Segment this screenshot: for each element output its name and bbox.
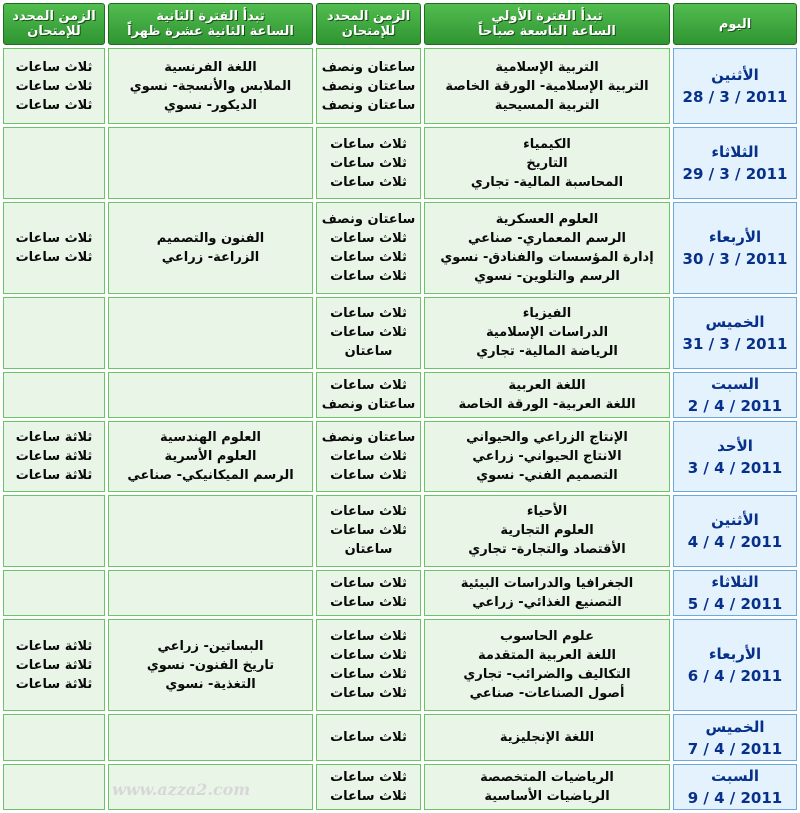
duration-line: ثلاث ساعات xyxy=(330,136,407,152)
header-duration2: الزمن المحدد للإمتحان xyxy=(3,3,105,45)
schedule-row xyxy=(3,202,797,295)
day-name: الخميس xyxy=(705,312,765,331)
duration-line: ثلاث ساعات xyxy=(330,788,407,804)
day-cell xyxy=(673,127,797,198)
day-date: 9 / 4 / 2011 xyxy=(687,788,783,807)
duration-line: ساعتان ونصف xyxy=(321,396,416,412)
subject-cell xyxy=(424,764,670,810)
duration-line: ثلاث ساعات xyxy=(330,449,407,465)
subject-line: علوم الحاسوب xyxy=(500,629,594,645)
duration-line: ساعتان ونصف xyxy=(321,97,416,113)
subject-line: الملابس والأنسجة- نسوي xyxy=(129,78,292,94)
duration-cell xyxy=(3,421,105,492)
day-date: 3 / 4 / 2011 xyxy=(687,458,783,477)
duration-cell xyxy=(316,619,421,712)
subject-line: التاريخ xyxy=(526,155,568,171)
duration-line: ثلاث ساعات xyxy=(330,155,407,171)
day-name: الخميس xyxy=(705,717,765,736)
duration-line: ثلاث ساعات xyxy=(15,97,93,113)
subject-line: الإنتاج الزراعي والحيواني xyxy=(466,430,628,446)
day-name: الثلاثاء xyxy=(711,572,759,591)
duration-line: ثلاث ساعات xyxy=(330,730,407,746)
duration-line: ثلاث ساعات xyxy=(15,231,93,247)
duration-cell xyxy=(316,48,421,124)
subject-line: الرياضة المالية- تجاري xyxy=(476,344,618,360)
day-name: الأثنين xyxy=(711,510,759,529)
day-cell xyxy=(673,202,797,295)
subject-line: التصميم الفني- نسوي xyxy=(476,468,618,484)
duration-line: ثلاث ساعات xyxy=(15,59,93,75)
day-date: 7 / 4 / 2011 xyxy=(687,739,783,758)
subject-line: اللغة الفرنسية xyxy=(164,59,257,75)
subject-cell xyxy=(108,619,313,712)
duration-line: ثلاث ساعات xyxy=(330,250,407,266)
subject-line: الفيزياء xyxy=(522,306,572,322)
subject-line: اللغة العربية المتقدمة xyxy=(478,648,616,664)
duration-line: ثلاث ساعات xyxy=(330,468,407,484)
subject-cell xyxy=(108,202,313,295)
subject-cell xyxy=(424,48,670,124)
subject-cell xyxy=(424,619,670,712)
day-name: الأحد xyxy=(717,436,753,455)
duration-cell xyxy=(316,714,421,760)
subject-line: الزراعة- زراعي xyxy=(161,250,260,266)
day-cell xyxy=(673,619,797,712)
subject-line: العلوم العسكرية xyxy=(495,212,599,228)
day-date: 28 / 3 / 2011 xyxy=(682,88,788,107)
duration-line: ثلاث ساعات xyxy=(330,269,407,285)
duration-cell xyxy=(3,372,105,418)
subject-line: التكاليف والضرائب- تجاري xyxy=(463,667,631,683)
subject-line: الرسم الميكانيكي- صناعي xyxy=(127,468,294,484)
subject-line: التربية المسيحية xyxy=(494,97,600,113)
duration-line: ثلاثة ساعات xyxy=(15,468,93,484)
duration-line: ثلاث ساعات xyxy=(330,377,407,393)
duration-line: ساعتان ونصف xyxy=(321,78,416,94)
subject-line: التربية الإسلامية xyxy=(495,59,599,75)
subject-line: التربية الإسلامية- الورقة الخاصة xyxy=(445,78,649,94)
duration-line: ثلاث ساعات xyxy=(330,504,407,520)
subject-cell xyxy=(424,297,670,368)
subject-cell xyxy=(424,714,670,760)
duration-line: ثلاث ساعات xyxy=(15,250,93,266)
day-date: 6 / 4 / 2011 xyxy=(687,667,783,686)
subject-line: تاريخ الفنون- نسوي xyxy=(146,657,275,673)
subject-cell xyxy=(424,495,670,566)
subject-line: التصنيع الغذائي- زراعي xyxy=(472,594,622,610)
day-cell xyxy=(673,495,797,566)
duration-line: ساعتان ونصف xyxy=(321,430,416,446)
duration-cell xyxy=(3,570,105,616)
schedule-row xyxy=(3,619,797,712)
day-date: 5 / 4 / 2011 xyxy=(687,594,783,613)
day-cell xyxy=(673,714,797,760)
duration-line: ثلاث ساعات xyxy=(330,306,407,322)
subject-cell xyxy=(108,764,313,810)
duration-cell xyxy=(3,127,105,198)
duration-line: ساعتان xyxy=(344,542,393,558)
duration-cell xyxy=(3,202,105,295)
subject-cell xyxy=(108,421,313,492)
duration-line: ثلاث ساعات xyxy=(330,174,407,190)
subject-line: البساتين- زراعي xyxy=(157,638,264,654)
schedule-row xyxy=(3,570,797,616)
subject-line: الكيمياء xyxy=(523,136,571,152)
subject-cell xyxy=(108,48,313,124)
duration-line: ثلاث ساعات xyxy=(330,769,407,785)
subject-line: الفنون والتصميم xyxy=(156,231,265,247)
day-cell xyxy=(673,372,797,418)
duration-line: ساعتان ونصف xyxy=(321,59,416,75)
duration-line: ثلاث ساعات xyxy=(15,78,93,94)
duration-cell xyxy=(316,421,421,492)
subject-cell xyxy=(424,202,670,295)
schedule-row xyxy=(3,421,797,492)
subject-line: الأقتصاد والتجارة- تجاري xyxy=(468,542,626,558)
subject-cell xyxy=(108,127,313,198)
subject-line: الديكور- نسوي xyxy=(163,97,258,113)
subject-line: العلوم التجارية xyxy=(500,523,594,539)
duration-line: ثلاث ساعات xyxy=(330,325,407,341)
duration-cell xyxy=(316,372,421,418)
day-date: 2 / 4 / 2011 xyxy=(687,396,783,415)
duration-cell xyxy=(316,297,421,368)
day-name: الأربعاء xyxy=(708,228,762,247)
duration-cell xyxy=(3,495,105,566)
schedule-row xyxy=(3,495,797,566)
day-cell xyxy=(673,48,797,124)
subject-line: المحاسبة المالية- تجاري xyxy=(470,174,624,190)
duration-line: ثلاث ساعات xyxy=(330,667,407,683)
duration-line: ساعتان xyxy=(344,344,393,360)
duration-line: ثلاث ساعات xyxy=(330,629,407,645)
duration-cell xyxy=(316,570,421,616)
duration-cell xyxy=(3,297,105,368)
subject-cell xyxy=(108,495,313,566)
day-date: 30 / 3 / 2011 xyxy=(682,250,788,269)
subject-line: الأحياء xyxy=(526,504,568,520)
header-period2: تبدأ الفترة الثانية الساعة الثانية عشرة ظهراً xyxy=(108,3,313,45)
subject-line: الانتاج الحيواني- زراعي xyxy=(472,449,622,465)
subject-line: الجغرافيا والدراسات البيئية xyxy=(460,575,634,591)
subject-cell xyxy=(108,570,313,616)
schedule-row xyxy=(3,764,797,810)
subject-line: اللغة العربية- الورقة الخاصة xyxy=(458,396,636,412)
duration-line: ساعتان ونصف xyxy=(321,212,416,228)
watermark-url: www.azza2.com xyxy=(112,780,251,799)
day-cell xyxy=(673,421,797,492)
duration-line: ثلاثة ساعات xyxy=(15,430,93,446)
subject-line: التغذية- نسوي xyxy=(165,676,256,692)
header-day: اليوم xyxy=(673,3,797,45)
subject-cell xyxy=(108,297,313,368)
subject-line: اللغة الإنجليزية xyxy=(499,730,595,746)
duration-cell xyxy=(316,127,421,198)
day-name: الثلاثاء xyxy=(711,143,759,162)
day-name: السبت xyxy=(710,374,760,393)
duration-line: ثلاثة ساعات xyxy=(15,657,93,673)
subject-cell xyxy=(424,127,670,198)
duration-line: ثلاث ساعات xyxy=(330,648,407,664)
day-date: 31 / 3 / 2011 xyxy=(682,334,788,353)
duration-line: ثلاث ساعات xyxy=(330,575,407,591)
duration-line: ثلاثة ساعات xyxy=(15,676,93,692)
subject-line: اللغة العربية xyxy=(508,377,586,393)
subject-cell xyxy=(424,372,670,418)
subject-line: الرسم والتلوين- نسوي xyxy=(474,269,620,285)
schedule-row xyxy=(3,714,797,760)
day-date: 29 / 3 / 2011 xyxy=(682,165,788,184)
subject-line: العلوم الأسرية xyxy=(164,449,257,465)
duration-cell xyxy=(3,764,105,810)
duration-line: ثلاثة ساعات xyxy=(15,638,93,654)
day-date: 4 / 4 / 2011 xyxy=(687,532,783,551)
schedule-row xyxy=(3,48,797,124)
duration-cell xyxy=(316,495,421,566)
duration-cell xyxy=(3,714,105,760)
duration-cell xyxy=(316,764,421,810)
schedule-row xyxy=(3,297,797,368)
schedule-row xyxy=(3,127,797,198)
duration-cell xyxy=(3,619,105,712)
day-name: السبت xyxy=(710,766,760,785)
subject-line: إدارة المؤسسات والفنادق- نسوي xyxy=(440,250,654,266)
subject-line: الدراسات الإسلامية xyxy=(485,325,609,341)
header-duration1: الزمن المحدد للإمتحان xyxy=(316,3,421,45)
day-cell xyxy=(673,764,797,810)
duration-cell xyxy=(316,202,421,295)
day-name: الأثنين xyxy=(711,66,759,85)
duration-line: ثلاث ساعات xyxy=(330,594,407,610)
day-name: الأربعاء xyxy=(708,645,762,664)
subject-cell xyxy=(424,570,670,616)
duration-cell xyxy=(3,48,105,124)
subject-cell xyxy=(108,714,313,760)
duration-line: ثلاث ساعات xyxy=(330,523,407,539)
subject-cell xyxy=(424,421,670,492)
schedule-row xyxy=(3,372,797,418)
duration-line: ثلاث ساعات xyxy=(330,231,407,247)
duration-line: ثلاث ساعات xyxy=(330,686,407,702)
day-cell xyxy=(673,297,797,368)
day-cell xyxy=(673,570,797,616)
duration-line: ثلاثة ساعات xyxy=(15,449,93,465)
subject-line: الرسم المعماري- صناعي xyxy=(467,231,627,247)
subject-cell xyxy=(108,372,313,418)
header-period1: تبدأ الفترة الأولي الساعة التاسعة صباحاً xyxy=(424,3,670,45)
subject-line: أصول الصناعات- صناعي xyxy=(469,686,625,702)
subject-line: الرياضيات الأساسية xyxy=(484,788,610,804)
subject-line: العلوم الهندسية xyxy=(160,430,261,446)
subject-line: الرياضيات المتخصصة xyxy=(480,769,614,785)
